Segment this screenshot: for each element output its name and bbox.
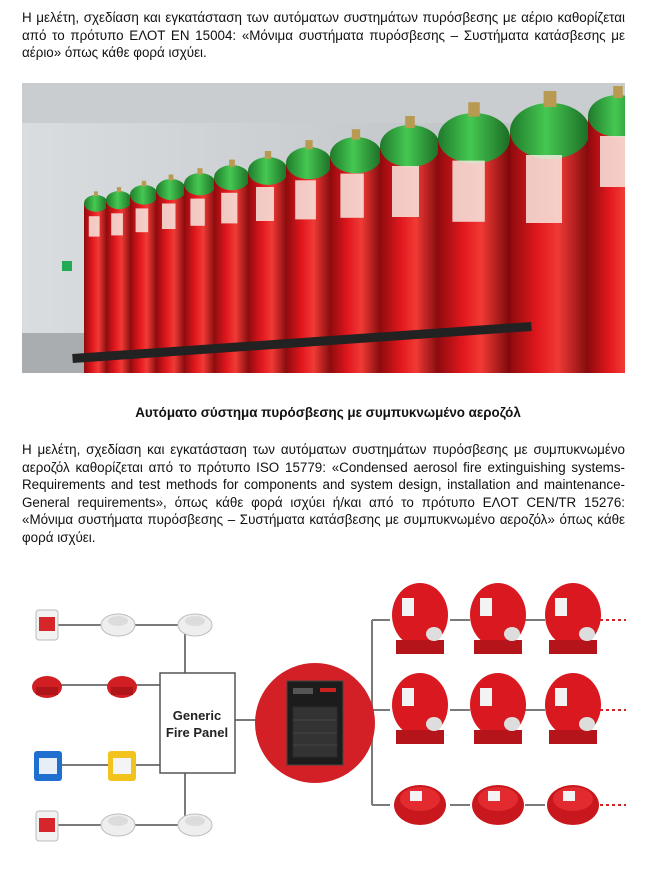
manual-call-point-yellow — [108, 751, 136, 781]
aerosol-generator-large — [392, 673, 448, 744]
intro-paragraph: Η μελέτη, σχεδίαση και εγκατάσταση των αυτόματων συστημάτων πυρόσβεσης με αέριο καθορίζεται από το πρότυπο ΕΛΟΤ ΕΝ 15004: «Μόνιμα συστήματα πυρόσβεσης – Συστήματα κατάσβεσης με αέριο» όπως κάθε φορά ισχύει. — [22, 10, 625, 61]
aerosol-generator-disc — [472, 785, 524, 825]
gas-cylinder — [214, 160, 250, 373]
gas-cylinder — [184, 168, 216, 373]
smoke-detector-icon-4 — [178, 814, 212, 836]
aerosol-generators — [392, 583, 601, 825]
aerosol-system-diagram — [10, 575, 650, 885]
aerosol-generator-large — [392, 583, 448, 654]
gas-cylinder — [588, 86, 625, 373]
alarm-sounder-red-2 — [107, 676, 137, 698]
panel-label-line2: Fire Panel — [165, 725, 229, 740]
aerosol-generator-disc — [394, 785, 446, 825]
aerosol-paragraph: Η μελέτη, σχεδίαση και εγκατάσταση των αυτόματων συστημάτων πυρόσβεσης με συμπυκνωμένο αεροζόλ καθορίζεται από το πρότυπο ISO 15779: «Condensed aerosol fire extinguishing systems-Requirements and test methods for components and system design, installation and maintenance-General requirements», όπως κάθε φορά ισχύει ή/και από το πρότυπο ΕΛΟΤ CEN/TR 15276: «Μόνιμα συστήματα πυρόσβεσης – Συστήματα κατάσβεσης με συμπυκνωμένο αεροζόλ» όπως κάθε φορά ισχύει. — [22, 442, 625, 545]
gas-cylinders-photo — [22, 83, 625, 373]
aerosol-generator-large — [545, 673, 601, 744]
alarm-sounder-red — [32, 676, 62, 698]
aerosol-generator-large — [545, 583, 601, 654]
manual-call-point-blue — [34, 751, 62, 781]
gas-cylinder — [106, 187, 132, 373]
smoke-detector-icon-3 — [178, 614, 212, 636]
aerosol-control-panel — [255, 663, 375, 783]
smoke-detector-icon-2 — [101, 814, 135, 836]
aerosol-generator-large — [470, 673, 526, 744]
generic-fire-panel — [160, 673, 235, 773]
aerosol-generator-large — [470, 583, 526, 654]
gas-cylinder — [130, 181, 158, 373]
manual-call-point-white-2 — [36, 811, 58, 841]
gas-cylinder — [84, 191, 108, 373]
aerosol-generator-disc — [547, 785, 599, 825]
gas-cylinder — [156, 175, 186, 374]
panel-label-line1: Generic — [172, 708, 222, 723]
smoke-detector-icon — [101, 614, 135, 636]
section-heading: Αυτόματο σύστημα πυρόσβεσης με συμπυκνωμένο αεροζόλ — [135, 405, 521, 420]
manual-call-point-white — [36, 610, 58, 640]
